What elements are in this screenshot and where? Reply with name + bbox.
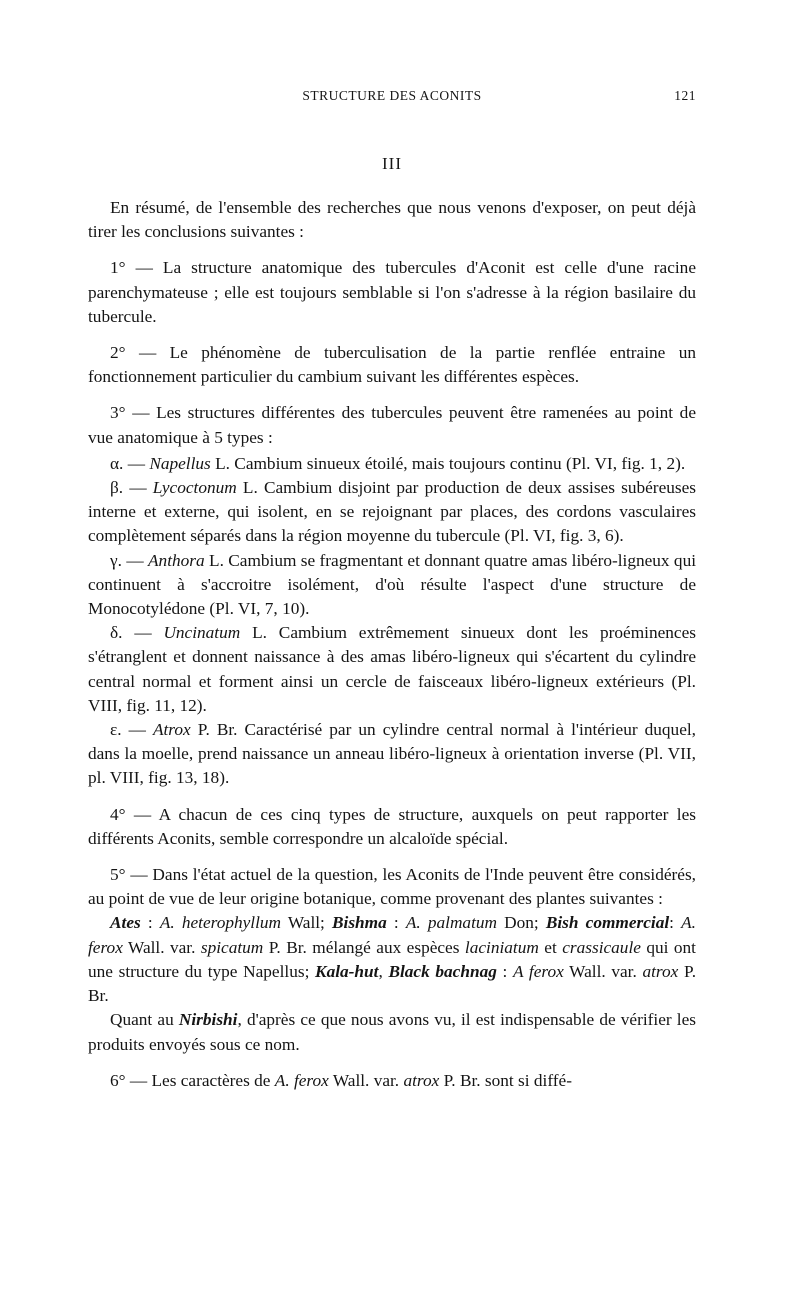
text: et bbox=[538, 937, 563, 957]
type-letter: γ. bbox=[110, 550, 122, 570]
conclusion-text: — Le phénomène de tuberculisation de la partie renflée entraine un fonctionnement particulier du cambium suivant les différentes espèces. bbox=[88, 343, 696, 387]
punct: , bbox=[378, 961, 389, 981]
type-name: Atrox bbox=[152, 720, 191, 740]
conclusion-1 bbox=[88, 256, 696, 329]
type-name: Uncinatum bbox=[163, 623, 241, 643]
conclusion-text: — A chacun de ces cinq types de structure, auxquels on peut rapporter les différents Aconits, semble correspondre un alcaloïde spécial. bbox=[88, 804, 696, 848]
types-list bbox=[88, 452, 696, 791]
author: P. Br. bbox=[88, 961, 697, 1006]
conclusion-2 bbox=[88, 341, 696, 389]
species-name: laciniatum bbox=[464, 937, 539, 957]
drug-name: Bish commercial bbox=[545, 913, 670, 933]
intro-paragraph bbox=[88, 196, 696, 244]
conclusion-text: — Dans l'état actuel de la question, les Aconits de l'Inde peuvent être considérés, au point de vue de leur origine botanique, comme provenant des plantes suivantes : bbox=[88, 865, 696, 909]
dash: — bbox=[128, 720, 146, 740]
page-number: 121 bbox=[674, 88, 696, 103]
type-name: Lycoctonum bbox=[152, 478, 237, 498]
punct: : bbox=[386, 913, 406, 933]
author: Wall; bbox=[281, 913, 332, 933]
dash: — bbox=[127, 453, 145, 473]
text: — Les caractères de bbox=[125, 1070, 275, 1090]
type-alpha bbox=[88, 452, 696, 476]
type-description: L. Cambium extrêmement sinueux dont les proéminences s'étranglent et donnent naissance à des amas libéro-ligneux qui s'écartent du cylindre central normal et forment ainsi un cercle de faisceaux libéro-ligneux extérieurs (Pl. VIII, fig. 11, 12). bbox=[88, 623, 696, 715]
drug-name: Ates bbox=[110, 913, 141, 933]
drug-name: Kala-hut bbox=[315, 961, 379, 981]
type-gamma bbox=[88, 549, 696, 622]
text: , d'après ce que nous avons vu, il est indispensable de vérifier les produits envoyés sous ce nom. bbox=[88, 1010, 697, 1054]
running-header bbox=[88, 82, 696, 112]
drug-name: Black bachnag bbox=[388, 961, 497, 981]
running-title: STRUCTURE DES ACONITS bbox=[302, 88, 482, 103]
drug-name: Nirbishi bbox=[178, 1010, 238, 1030]
dash: — bbox=[134, 623, 152, 643]
type-name: Napellus bbox=[149, 453, 211, 473]
type-description: L. Cambium sinueux étoilé, mais toujours continu (Pl. VI, fig. 1, 2). bbox=[215, 453, 686, 473]
dash: — bbox=[129, 478, 147, 498]
intro-text: En résumé, de l'ensemble des recherches que nous venons d'exposer, on peut déjà tirer les conclusions suivantes : bbox=[88, 198, 696, 242]
conclusion-number: 3° bbox=[110, 403, 126, 423]
species-name: A. heterophyllum bbox=[159, 913, 282, 933]
type-description: L. Cambium disjoint par production de deux assises subéreuses interne et externe, qui isolent, en se rejoignant par places, des cordons vasculaires complètement séparés dans la région moyenne du tubercule (Pl. VI, fig. 3, 6). bbox=[88, 478, 696, 546]
conclusion-number: 5° bbox=[110, 865, 126, 885]
text: Wall. var. bbox=[328, 1070, 404, 1090]
species-name: A. ferox bbox=[274, 1070, 329, 1090]
type-name: Anthora bbox=[148, 550, 205, 570]
punct: : bbox=[669, 913, 682, 933]
type-epsilon bbox=[88, 718, 696, 791]
conclusion-number: 2° bbox=[110, 343, 126, 363]
text: Quant au bbox=[110, 1010, 179, 1030]
text: qui ont une structure du type Napellus; bbox=[88, 937, 696, 981]
drug-name: Bishma bbox=[332, 913, 387, 933]
conclusion-text: — Les structures différentes des tubercules peuvent être ramenées au point de vue anatomique à 5 types : bbox=[88, 403, 696, 447]
conclusion-5 bbox=[88, 863, 696, 911]
variety-name: spicatum bbox=[200, 937, 264, 957]
text: P. Br. sont si diffé- bbox=[439, 1070, 572, 1090]
type-letter: ε. bbox=[110, 720, 122, 740]
conclusion-number: 4° bbox=[110, 804, 126, 824]
type-letter: α. bbox=[110, 453, 124, 473]
conclusion-number: 6° bbox=[110, 1070, 126, 1090]
conclusion-text: — La structure anatomique des tubercules d'Aconit est celle d'une racine parenchymateuse ; elle est toujours semblable si l'on s'adresse à la région basilaire du tubercule. bbox=[88, 258, 696, 326]
type-description: L. Cambium se fragmentant et donnant quatre amas libéro-ligneux qui continuent à s'accroitre isolément, d'où résulte l'aspect d'une structure de Monocotylédone (Pl. VI, 7, 10). bbox=[88, 550, 697, 619]
punct: : bbox=[140, 913, 160, 933]
author: Don; bbox=[497, 913, 546, 933]
species-name: A ferox bbox=[513, 961, 564, 981]
type-beta bbox=[88, 476, 696, 549]
author: Wall. var. bbox=[122, 937, 201, 957]
type-letter: δ. bbox=[110, 623, 123, 643]
type-delta bbox=[88, 621, 696, 718]
species-name: A. ferox bbox=[88, 913, 696, 957]
variety-name: atrox bbox=[642, 961, 679, 981]
conclusion-6 bbox=[88, 1069, 696, 1093]
dash: — bbox=[126, 550, 144, 570]
species-name: A. palmatum bbox=[405, 913, 497, 933]
text: P. Br. mélangé aux espèces bbox=[263, 937, 465, 957]
variety-name: atrox bbox=[403, 1070, 440, 1090]
nirbishi-paragraph bbox=[88, 1008, 696, 1056]
conclusion-3 bbox=[88, 401, 696, 449]
author: Wall. var. bbox=[563, 961, 643, 981]
section-heading: III bbox=[382, 154, 402, 173]
species-name: crassicaule bbox=[562, 937, 641, 957]
conclusion-4 bbox=[88, 803, 696, 851]
punct: : bbox=[496, 961, 514, 981]
conclusion-number: 1° bbox=[110, 258, 126, 278]
plant-origins bbox=[88, 911, 696, 1008]
type-letter: β. bbox=[110, 478, 124, 498]
type-description: P. Br. Caractérisé par un cylindre central normal à l'intérieur duquel, dans la moelle, prend naissance un anneau libéro-ligneux à orientation inverse (Pl. VII, pl. VIII, fig. 13, 18). bbox=[88, 720, 696, 788]
